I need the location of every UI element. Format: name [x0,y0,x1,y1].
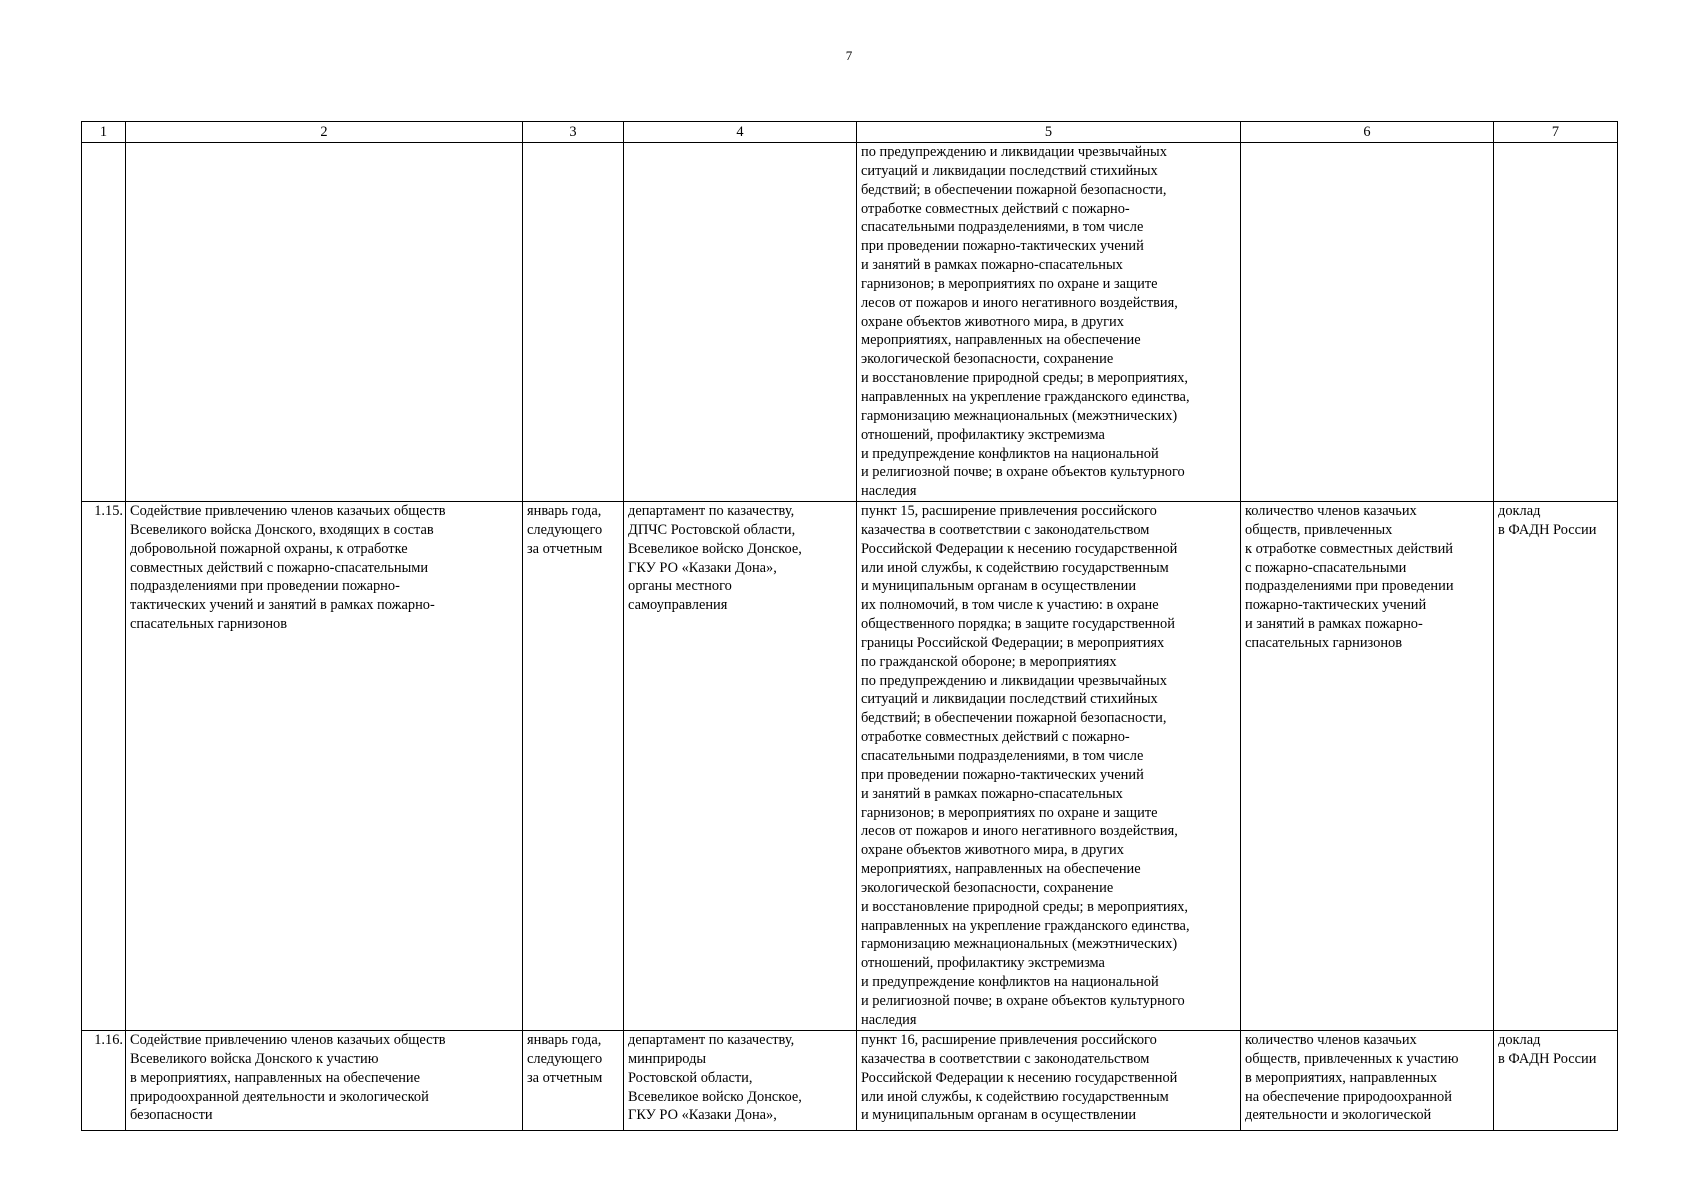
text-line: наследия [861,483,917,500]
text-line: границы Российской Федерации; в мероприятиях [861,634,1165,651]
column-header-1: 1 [82,122,126,143]
text-line: отношений, профилактику экстремизма [861,955,1105,972]
text-line: обществ, привлеченных [1245,521,1393,538]
executors-cell [624,1031,857,1131]
indicator-cell [1241,1031,1494,1131]
text-line: и религиозной почве; в охране объектов культурного [861,992,1185,1009]
text-line: спасательными подразделениями, в том числе [861,748,1144,764]
text-line: департамент по казачеству, [628,503,795,520]
report-cell [1494,502,1618,1031]
text-line: направленных на укрепление гражданского единства, [861,917,1190,934]
text-line: отработке совместных действий с пожарно- [861,729,1130,746]
text-line: по предупреждению и ликвидации чрезвычайных [861,672,1167,689]
text-line: охране объектов животного мира, в других [861,313,1124,330]
text-line: январь года, [527,503,602,520]
text-line: количество членов казачьих [1245,503,1417,520]
text-line: или иной службы, к содействию государственным [861,1088,1169,1105]
text-line: или иной службы, к содействию государственным [861,559,1169,576]
text-line: охране объектов животного мира, в других [861,842,1124,859]
continuation-num-cell [82,143,126,502]
text-line: доклад [1498,503,1541,520]
text-line: экологической безопасности, сохранение [861,351,1114,368]
text-line: отработке совместных действий с пожарно- [861,200,1130,217]
indicator-cell [1241,502,1494,1031]
text-line: Всевеликое войско Донское, [628,540,802,557]
text-line: природоохранной деятельности и экологической [130,1088,429,1105]
text-line: направленных на укрепление гражданского единства, [861,388,1190,405]
text-line: тактических учений и занятий в рамках пожарно- [130,597,435,614]
column-header-2: 2 [126,122,523,143]
continuation-strategy-cell [857,143,1241,502]
text-line: минприроды [628,1050,707,1067]
text-line: Содействие привлечению членов казачьих обществ [130,1032,446,1049]
text-line: Ростовской области, [628,1069,753,1086]
text-line: общественного порядка; в защите государственной [861,616,1175,633]
text-line: добровольной пожарной охраны, к отработке [130,540,408,557]
row-number: 1.15. [82,502,126,1031]
text-line: следующего [527,1050,603,1067]
text-line: и занятий в рамках пожарно-спасательных [861,257,1123,274]
term-cell [523,502,624,1031]
text-line: количество членов казачьих [1245,1032,1417,1049]
page-number: 7 [845,48,853,63]
text-line: за отчетным [527,1069,603,1086]
text-line: ситуаций и ликвидации последствий стихийных [861,691,1158,708]
text-line: и муниципальным органам в осуществлении [861,578,1137,595]
continuation-executors-cell [624,143,857,502]
text-line: к отработке совместных действий [1245,540,1453,557]
text-line: Всевеликое войско Донское, [628,1088,802,1105]
text-line: Российской Федерации к несению государственной [861,1069,1178,1086]
text-line: в ФАДН России [1498,521,1597,538]
activity-cell [126,502,523,1031]
text-line: самоуправления [628,597,728,614]
text-line: пункт 15, расширение привлечения российского [861,503,1157,520]
report-cell [1494,1031,1618,1131]
text-line: в ФАДН России [1498,1050,1597,1067]
text-line: при проведении пожарно-тактических учений [861,238,1144,255]
text-line: и муниципальным органам в осуществлении [861,1107,1137,1124]
text-line: казачества в соответствии с законодательством [861,1050,1150,1067]
text-line: бедствий; в обеспечении пожарной безопасности, [861,710,1167,727]
text-line: гармонизацию межнациональных (межэтнических) [861,407,1178,424]
text-line: Всевеликого войска Донского, входящих в состав [130,521,434,538]
text-line: доклад [1498,1032,1541,1049]
text-line: гармонизацию межнациональных (межэтнических) [861,936,1178,953]
text-line: Всевеликого войска Донского к участию [130,1050,379,1067]
continuation-term-cell [523,143,624,502]
text-line: в мероприятиях, направленных на обеспечение [130,1069,421,1086]
text-line: ГКУ РО «Казаки Дона», [628,1107,777,1124]
text-line: подразделениями при проведении [1245,578,1454,595]
strategy-item-cell [857,1031,1241,1131]
text-line: гарнизонов; в мероприятиях по охране и защите [861,804,1158,821]
continuation-activity-cell [126,143,523,502]
column-header-5: 5 [857,122,1241,143]
text-line: при проведении пожарно-тактических учений [861,766,1144,783]
text-line: экологической безопасности, сохранение [861,879,1114,896]
continuation-row [82,143,1618,502]
text-line: следующего [527,521,603,538]
text-line: по предупреждению и ликвидации чрезвычайных [861,144,1167,160]
column-header-3: 3 [523,122,624,143]
text-line: по гражданской обороне; в мероприятиях [861,653,1117,670]
text-line: и предупреждение конфликтов на национальной [861,445,1159,462]
text-line: Российской Федерации к несению государственной [861,540,1178,557]
text-line: гарнизонов; в мероприятиях по охране и защите [861,275,1158,292]
text-line: и восстановление природной среды; в мероприятиях, [861,370,1188,387]
column-header-4: 4 [624,122,857,143]
text-line: спасательных гарнизонов [130,616,288,633]
text-line: на обеспечение природоохранной [1245,1088,1452,1105]
text-line: Содействие привлечению членов казачьих обществ [130,503,446,520]
text-line: лесов от пожаров и иного негативного воздействия, [861,294,1178,311]
text-line: и занятий в рамках пожарно-спасательных [861,785,1123,802]
text-line: казачества в соответствии с законодательством [861,521,1150,538]
text-line: и занятий в рамках пожарно- [1245,616,1423,633]
text-line: департамент по казачеству, [628,1032,795,1049]
text-line: совместных действий с пожарно-спасательными [130,559,429,576]
text-line: мероприятиях, направленных на обеспечение [861,861,1141,878]
column-number-header-row [82,122,1618,143]
text-line: ДПЧС Ростовской области, [628,521,796,538]
text-line: мероприятиях, направленных на обеспечение [861,332,1141,349]
text-line: и религиозной почве; в охране объектов культурного [861,464,1185,481]
text-line: обществ, привлеченных к участию [1245,1050,1459,1067]
text-line: отношений, профилактику экстремизма [861,426,1105,443]
text-line: подразделениями при проведении пожарно- [130,578,400,595]
strategy-item-cell [857,502,1241,1031]
text-line: безопасности [130,1107,213,1124]
text-line: органы местного [628,578,732,595]
text-line: деятельности и экологической [1245,1107,1432,1124]
text-line: ситуаций и ликвидации последствий стихийных [861,162,1158,179]
continuation-report-cell [1494,143,1618,502]
text-line: наследия [861,1011,917,1028]
row-number: 1.16. [82,1031,126,1131]
text-line: январь года, [527,1032,602,1049]
text-line: и предупреждение конфликтов на национальной [861,974,1159,991]
table-row-1-16 [82,1031,1618,1131]
text-line: спасательными подразделениями, в том числе [861,219,1144,236]
text-line: бедствий; в обеспечении пожарной безопасности, [861,181,1167,198]
text-line: лесов от пожаров и иного негативного воздействия, [861,823,1178,840]
text-line: пункт 16, расширение привлечения российского [861,1032,1157,1049]
text-line: их полномочий, в том числе к участию: в охране [861,597,1159,614]
continuation-indicator-cell [1241,143,1494,502]
column-header-6: 6 [1241,122,1494,143]
executors-cell [624,502,857,1031]
text-line: в мероприятиях, направленных [1245,1069,1438,1086]
term-cell [523,1031,624,1131]
text-line: спасательных гарнизонов [1245,634,1403,651]
text-line: пожарно-тактических учений [1245,597,1427,614]
activity-plan-table [81,121,1618,1131]
table-row-1-15 [82,502,1618,1031]
text-line: за отчетным [527,540,603,557]
text-line: с пожарно-спасательными [1245,559,1407,576]
text-line: ГКУ РО «Казаки Дона», [628,559,777,576]
text-line: и восстановление природной среды; в мероприятиях, [861,898,1188,915]
activity-cell [126,1031,523,1131]
column-header-7: 7 [1494,122,1618,143]
